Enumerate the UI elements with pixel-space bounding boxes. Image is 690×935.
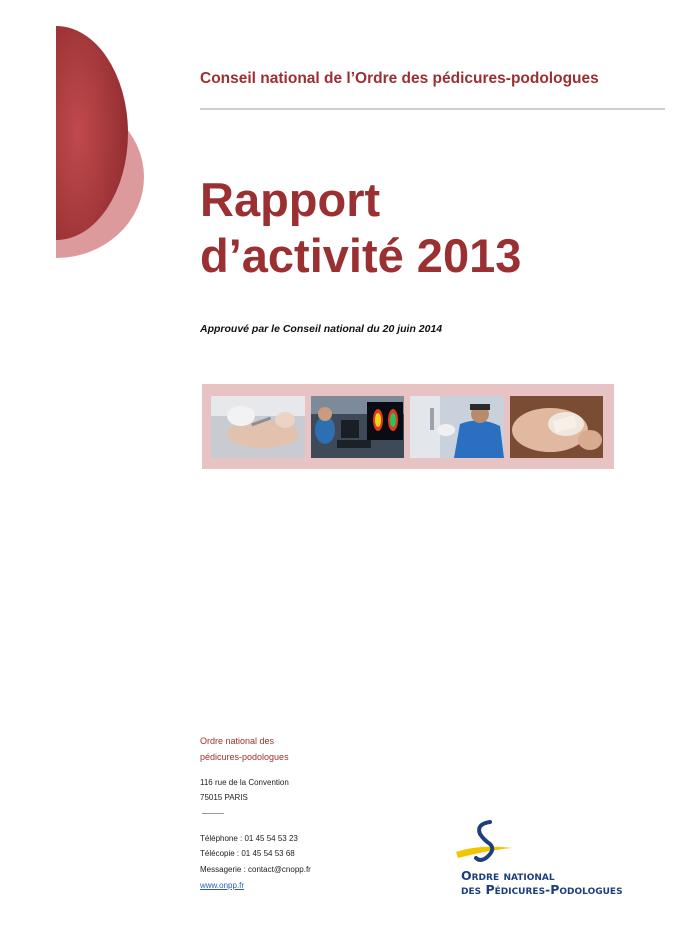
foot-scan-screen-photo	[311, 396, 404, 458]
decorative-half-circles	[0, 0, 160, 270]
foot-bandage-photo	[510, 396, 603, 458]
phone-number: Téléphone : 01 45 54 53 23	[200, 834, 298, 843]
logo-text-line1: Ordre national	[461, 868, 555, 883]
contact-org-line2: pédicures-podologues	[200, 752, 289, 762]
organization-header: Conseil national de l’Ordre des pédicures-podologues	[200, 70, 599, 87]
report-title-line1: Rapport	[200, 173, 381, 226]
practitioner-photo	[410, 396, 504, 458]
report-title-line2: d’activité 2013	[200, 229, 522, 282]
header-divider	[200, 108, 665, 110]
address-street: 116 rue de la Convention	[200, 778, 289, 787]
website-link[interactable]: www.onpp.fr	[200, 881, 245, 890]
fax-number: Télécopie : 01 45 54 53 68	[200, 849, 295, 858]
logo-text-line2: des Pédicures-Podologues	[461, 882, 623, 897]
hand-care-photo	[211, 396, 305, 458]
contact-org-line1: Ordre national des	[200, 736, 275, 746]
contact-separator	[202, 813, 224, 814]
report-title	[200, 172, 521, 284]
email-address: Messagerie : contact@cnopp.fr	[200, 865, 311, 874]
address-city: 75015 PARIS	[200, 793, 248, 802]
approval-subtitle: Approuvé par le Conseil national du 20 juin 2014	[200, 323, 443, 335]
